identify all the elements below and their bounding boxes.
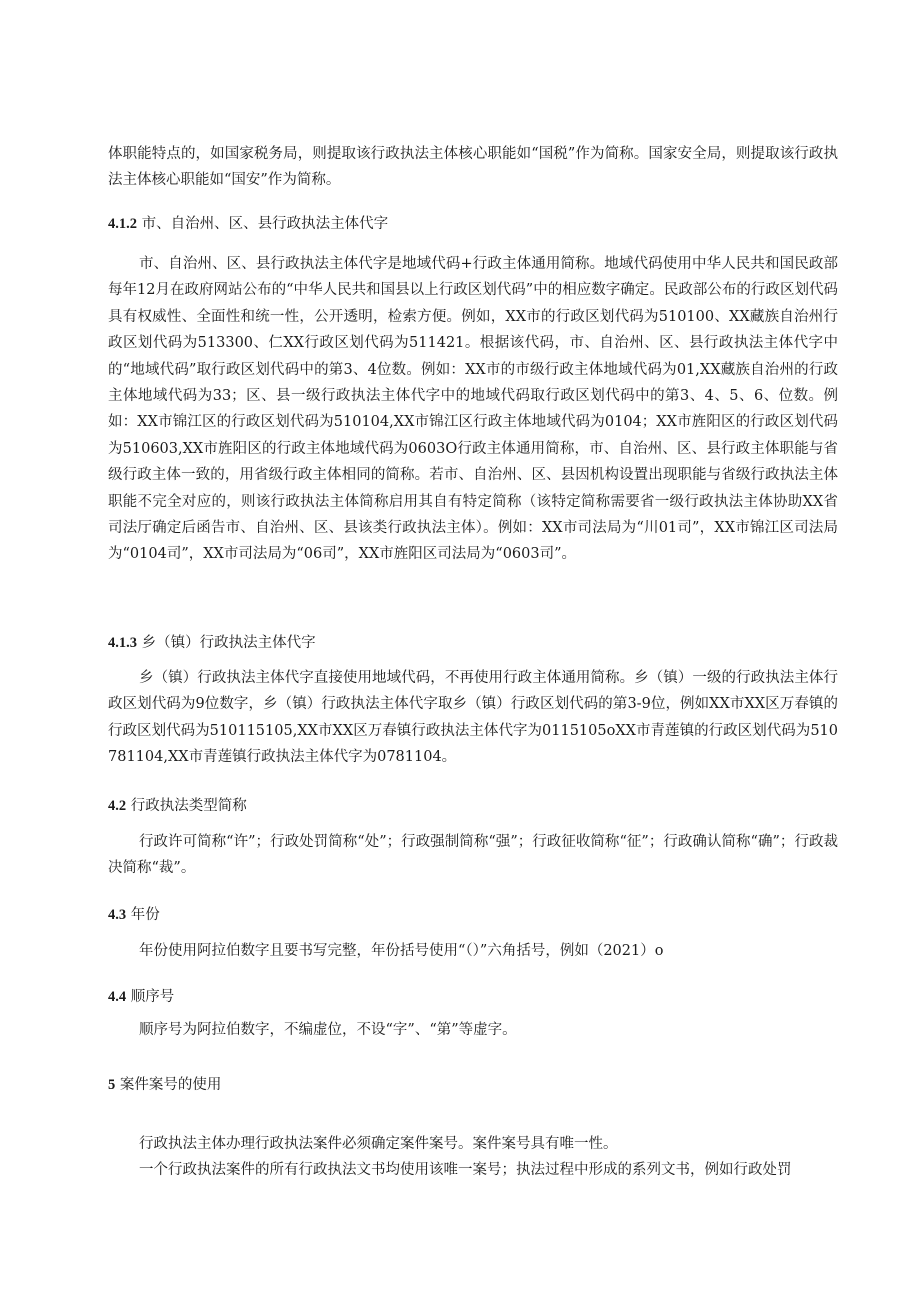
heading-number: 4.4 [108, 989, 127, 1005]
section-4-4-body: 顺序号为阿拉伯数字，不编虚位，不设“字”、“第”等虚字。 [139, 1022, 517, 1038]
section-4-1-3-body: 乡（镇）行政执法主体代字直接使用地域代码，不再使用行政主体通用简称。乡（镇）一级的行政执法主体行政区划代码为9位数字，乡（镇）行政执法主体代字取乡（镇）行政区划代码的第3-9位，例如XX市XX区万春镇的行政区划代码为510115105,XX市XX区万春镇行政执法主体代字为0115105oXX市青莲镇的行政区划代码为510781104,XX市青莲镇行政执法主体代字为0781104。 [108, 670, 838, 766]
intro-paragraph: 体职能特点的，如国家税务局，则提取该行政执法主体核心职能如“国税”作为简称。国家安全局，则提取该行政执法主体核心职能如“国安”作为简称。 [108, 146, 838, 189]
heading-number: 4.1.2 [108, 216, 137, 232]
heading-4-1-2 [108, 213, 388, 235]
heading-4-3 [108, 904, 160, 926]
heading-title: 市、自治州、区、县行政执法主体代字 [141, 216, 389, 232]
heading-title: 案件案号的使用 [119, 1077, 222, 1093]
heading-number: 4.2 [108, 798, 127, 814]
heading-title: 乡（镇）行政执法主体代字 [141, 635, 316, 651]
heading-5 [108, 1074, 221, 1096]
heading-title: 行政执法类型简称 [130, 798, 247, 814]
section-4-3-body: 年份使用阿拉伯数字且要书写完整，年份括号使用“（）”六角括号，例如（2021）o [139, 943, 664, 959]
heading-4-4 [108, 986, 174, 1008]
heading-number: 4.1.3 [108, 635, 137, 651]
section-5-body-2: 一个行政执法案件的所有行政执法文书均使用该唯一案号；执法过程中形成的系列文书，例如行政处罚 [139, 1162, 792, 1178]
section-5-body-1: 行政执法主体办理行政执法案件必须确定案件案号。案件案号具有唯一性。 [139, 1136, 618, 1152]
heading-4-1-3 [108, 632, 316, 654]
section-4-1-2-body: 市、自治州、区、县行政执法主体代字是地域代码+行政主体通用简称。地域代码使用中华人民共和国民政部每年12月在政府网站公布的“中华人民共和国县以上行政区划代码”中的相应数字确定。民政部公布的行政区划代码具有权威性、全面性和统一性，公开透明，检索方便。例如，XX市的行政区划代码为510100、XX藏族自治州行政区划代码为513300、仁XX行政区划代码为511421。根据该代码，市、自治州、区、县行政执法主体代字中的“地域代码”取行政区划代码中的第3、4位数。例如：XX市的市级行政主体地域代码为01,XX藏族自治州的行政主体地域代码为33；区、县一级行政执法主体代字中的地域代码取行政区划代码中的第3、4、5、6、位数。例如：XX市锦江区的行政区划代码为510104,XX市锦江区行政主体地域代码为0104；XX市旌阳区的行政区划代码为510603,XX市旌阳区的行政主体地域代码为0603O行政主体通用简称，市、自治州、区、县行政主体职能与省级行政主体一致的，用省级行政主体相同的简称。若市、自治州、区、县因机构设置出现职能与省级行政执法主体职能不完全对应的，则该行政执法主体简称启用其自有特定简称（该特定简称需要省一级行政执法主体协助XX省司法厅确定后函告市、自治州、区、县该类行政执法主体）。例如：XX市司法局为“川01司”，XX市锦江区司法局为“0104司”，XX市司法局为“06司”，XX市旌阳区司法局为“0603司”。 [108, 256, 838, 563]
heading-title: 顺序号 [130, 989, 175, 1005]
heading-4-2 [108, 795, 247, 817]
heading-number: 5 [108, 1077, 116, 1093]
heading-number: 4.3 [108, 907, 127, 923]
section-4-2-body: 行政许可简称“许”；行政处罚简称“处”；行政强制简称“强”；行政征收简称“征”；行政确认简称“确”；行政裁决简称“裁”。 [108, 834, 838, 877]
heading-title: 年份 [130, 907, 160, 923]
